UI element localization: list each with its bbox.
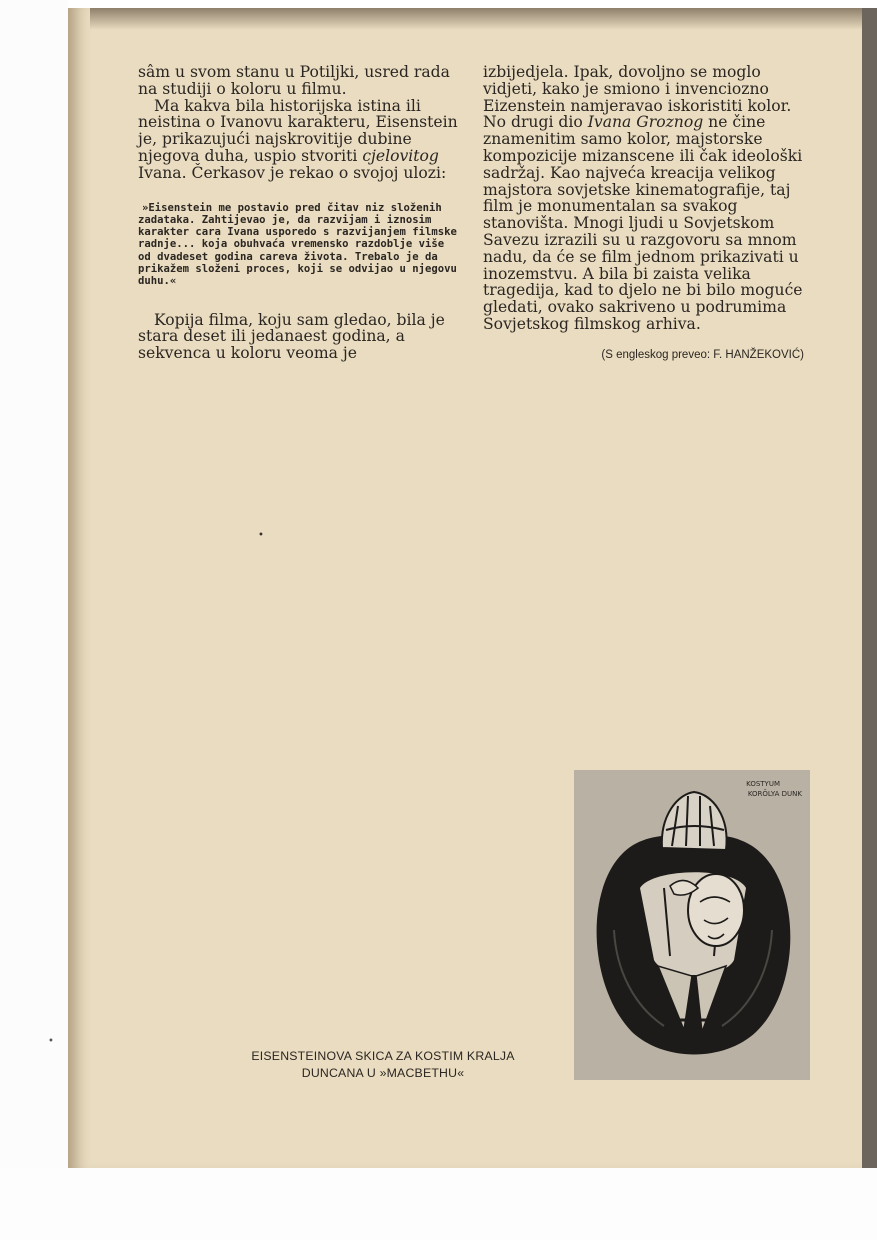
left-paragraph-2-text-end: Ivana. Čerkasov je rekao o svojoj ulozi:	[138, 163, 447, 182]
ink-speck: •	[258, 530, 264, 541]
translator-credit: (S engleskog preveo: F. HANŽEKOVIĆ)	[601, 348, 804, 361]
costume-sketch-image	[574, 770, 810, 1080]
sketch-inscription-2: KORŌLYA DUNK	[747, 790, 802, 798]
sketch-inscription-1: KOSTYUM	[746, 780, 780, 788]
right-paragraph-1	[483, 64, 808, 333]
left-paragraph-2-italic: cjelovitog	[362, 146, 439, 165]
left-column	[138, 64, 460, 362]
left-paragraph-2	[138, 98, 460, 182]
ink-speck: •	[48, 1036, 54, 1047]
left-paragraph-2-text: Ma kakva bila historijska istina ili neistina o Ivanovu karakteru, Eisenstein je, prikazujući najskrovitije dubine njegova duha, uspio stvoriti	[138, 96, 458, 165]
scan-margin	[0, 0, 68, 1240]
cerkasov-quote: »Eisenstein me postavio pred čitav niz složenih zadataka. Zahtijevao je, da razvijam i iznosim karakter cara Ivana usporedo s razvijanjem filmske radnje... koja obuhvaća vremensko razdoblje više od dvadeset godina careva života. Trebalo je da prikažem složeni proces, koji se odvijao u njegovu duhu.«	[138, 201, 457, 288]
costume-sketch-drawing	[574, 770, 810, 1080]
figure-caption-line-1: EISENSTEINOVA SKICA ZA KOSTIM KRALJA	[251, 1049, 515, 1063]
right-paragraph-1-text: izbijedjela. Ipak, dovoljno se moglo vidjeti, kako je smiono i invenciozno Eizenstein namjeravao iskoristiti kolor. No drugi dio	[483, 63, 792, 132]
right-paragraph-1-text-end: ne čine znamenitim samo kolor, majstorske kompozicije mizanscene ili čak ideološki sadržaj. Kao najveća kreacija velikog majstora sovjetske kinematografije, taj film je monumentalan sa svakog stanovišta. Mnogi ljudi u Sovjetskom Savezu izrazili su u razgovoru sa mnom nadu, da će se film jednom prikazivati u inozemstvu. A bila bi zaista velika tragedija, kad to djelo ne bi bilo moguće gledati, ovako sakriveno u podrumima Sovjetskog filmskog arhiva.	[483, 113, 803, 333]
left-paragraph-3: Kopija filma, koju sam gledao, bila je stara deset ili jedanaest godina, a sekvenca u koloru veoma je	[138, 310, 445, 363]
left-paragraph-1: sâm u svom stanu u Potiljki, usred rada na studiji o koloru u filmu.	[138, 63, 450, 98]
figure-caption-line-2: DUNCANA U »MACBETHU«	[301, 1066, 465, 1080]
page-right-edge	[862, 8, 877, 1168]
right-paragraph-1-italic: Ivana Groznog	[587, 113, 704, 132]
right-column	[483, 64, 808, 364]
scan-bottom-margin	[0, 1168, 877, 1240]
page-top-shadow	[90, 8, 868, 30]
figure-caption	[198, 1048, 568, 1082]
